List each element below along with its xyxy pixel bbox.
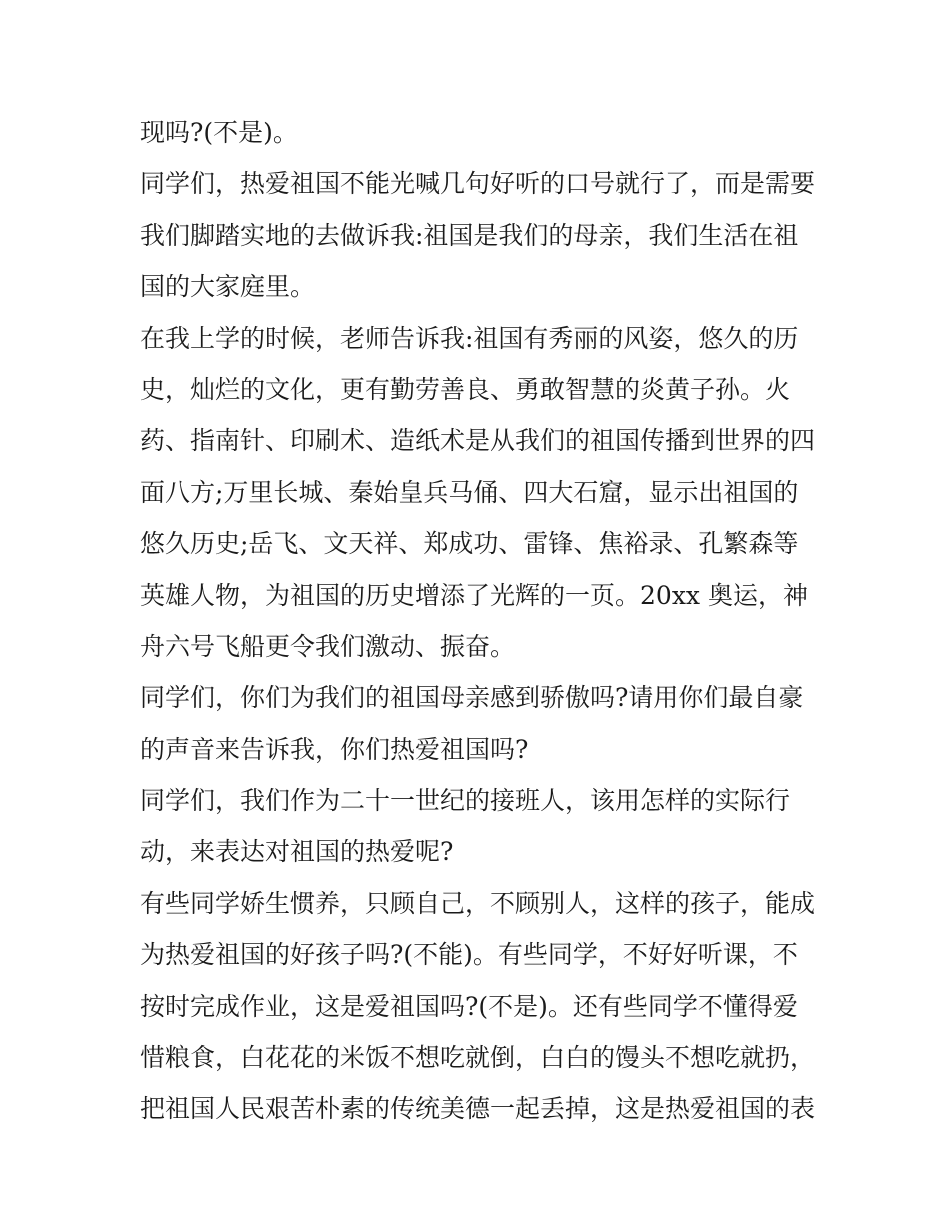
- text-line: 在我上学的时候，老师告诉我:祖国有秀丽的风姿，悠久的历: [140, 323, 799, 353]
- text-line: 的声音来告诉我，你们热爱祖国吗?: [140, 734, 529, 764]
- text-line: 我们脚踏实地的去做诉我:祖国是我们的母亲，我们生活在祖: [140, 220, 799, 250]
- text-line: 面八方;万里长城、秦始皇兵马俑、四大石窟，显示出祖国的: [140, 477, 799, 507]
- text-line: 英雄人物，为祖国的历史增添了光辉的一页。20xx 奥运，神: [140, 580, 808, 610]
- text-line: 药、指南针、印刷术、造纸术是从我们的祖国传播到世界的四: [140, 426, 816, 456]
- text-line: 有些同学娇生惯养，只顾自己，不顾别人，这样的孩子，能成: [140, 888, 816, 918]
- text-line: 为热爱祖国的好孩子吗?(不能)。有些同学，不好好听课，不: [140, 940, 798, 970]
- text-line: 按时完成作业，这是爱祖国吗?(不是)。还有些同学不懂得爱: [140, 991, 798, 1021]
- text-line: 史，灿烂的文化，更有勤劳善良、勇敢智慧的炎黄子孙。火: [140, 374, 791, 404]
- body-text: [140, 107, 820, 1135]
- text-line: 国的大家庭里。: [140, 272, 316, 302]
- text-line: 同学们，我们作为二十一世纪的接班人，该用怎样的实际行: [140, 786, 791, 816]
- text-line: 动，来表达对祖国的热爱呢?: [140, 837, 454, 867]
- text-line: 悠久历史;岳飞、文天祥、郑成功、雷锋、焦裕录、孔繁森等: [140, 529, 799, 559]
- text-line: 同学们，热爱祖国不能光喊几句好听的口号就行了，而是需要: [140, 169, 816, 199]
- text-line: 惜粮食，白花花的米饭不想吃就倒，白白的馒头不想吃就扔，: [140, 1043, 816, 1073]
- text-line: 舟六号飞船更令我们激动、振奋。: [140, 631, 516, 661]
- text-line: 把祖国人民艰苦朴素的传统美德一起丢掉，这是热爱祖国的表: [140, 1094, 816, 1124]
- text-line: 现吗?(不是)。: [140, 118, 298, 147]
- text-line: 同学们，你们为我们的祖国母亲感到骄傲吗?请用你们最自豪: [140, 683, 804, 713]
